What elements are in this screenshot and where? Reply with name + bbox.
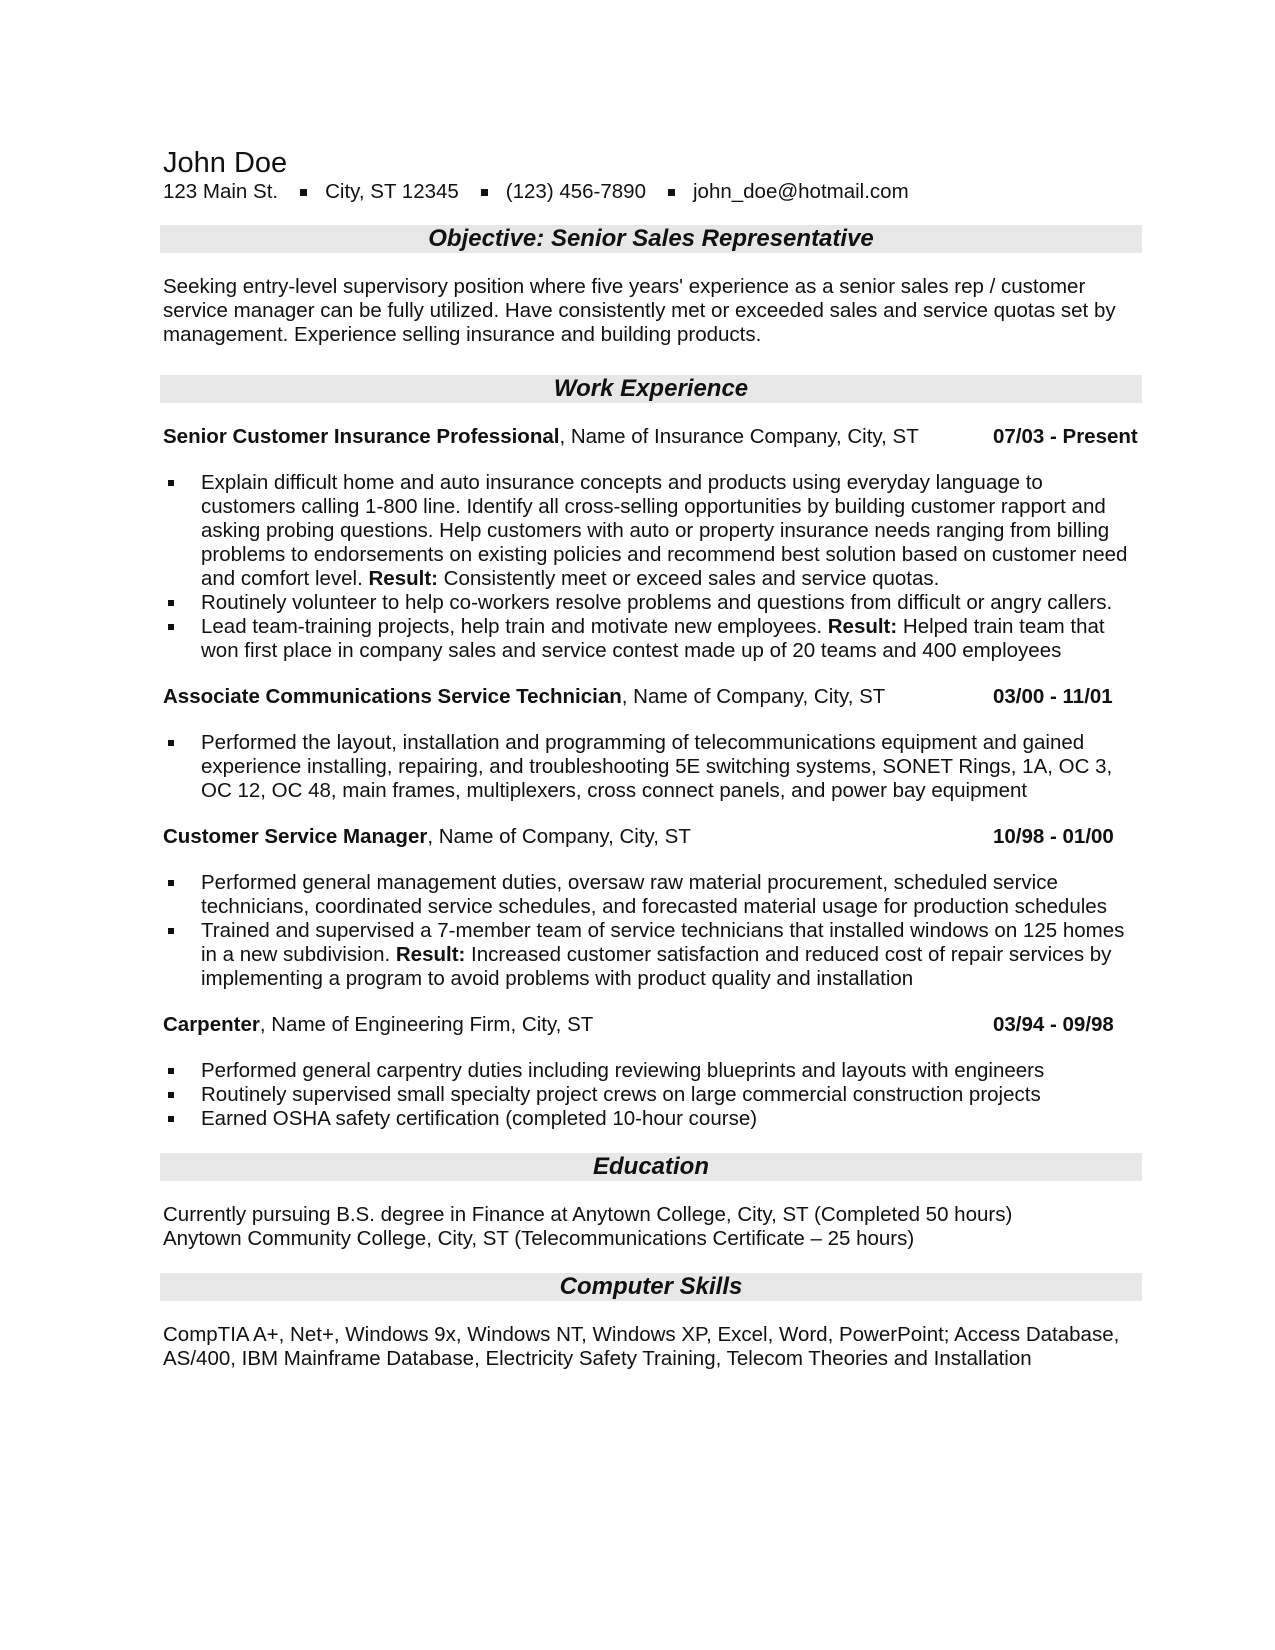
job-org: , Name of Company, City, ST xyxy=(621,685,886,708)
job-entry xyxy=(163,685,1143,803)
separator-bullet xyxy=(481,189,488,196)
list-item: Performed general management duties, oversaw raw material procurement, scheduled service technicians, coordinated service schedules, and forecasted material usage for production schedules xyxy=(163,871,1143,919)
education-line: Currently pursuing B.S. degree in Finance at Anytown College, City, ST (Completed 50 hours) xyxy=(163,1203,1013,1226)
separator-bullet xyxy=(668,189,675,196)
job-date: 10/98 - 01/00 xyxy=(993,825,1114,848)
email: john_doe@hotmail.com xyxy=(692,180,909,203)
job-title-line xyxy=(163,1013,593,1037)
job-date: 03/00 - 11/01 xyxy=(993,685,1113,708)
list-item: Performed general carpentry duties including reviewing blueprints and layouts with engineers xyxy=(163,1059,1143,1083)
job-title-line xyxy=(163,825,691,849)
separator-bullet xyxy=(300,189,307,196)
objective-heading: Objective: Senior Sales Representative xyxy=(160,225,1142,253)
job-org: , Name of Company, City, ST xyxy=(427,825,691,848)
job-title: Senior Customer Insurance Professional xyxy=(163,425,560,448)
education-line: Anytown Community College, City, ST (Telecommunications Certificate – 25 hours) xyxy=(163,1227,915,1250)
computer-skills-text: CompTIA A+, Net+, Windows 9x, Windows NT, Windows XP, Excel, Word, PowerPoint; Access Database, AS/400, IBM Mainframe Database, Electricity Safety Training, Telecom Theories and Installation xyxy=(163,1323,1120,1370)
job-bullets xyxy=(163,1059,1143,1131)
education-list xyxy=(163,1203,1143,1251)
job-title-line xyxy=(163,425,919,449)
list-item: Performed the layout, installation and programming of telecommunications equipment and gained experience installing, repairing, and troubleshooting 5E switching systems, SONET Rings, 1A, OC 3, OC 12, OC 48, main frames, multiplexers, cross connect panels, and power bay equipment xyxy=(163,731,1143,803)
job-header xyxy=(163,1013,1143,1037)
address: 123 Main St. xyxy=(163,180,279,203)
job-title: Associate Communications Service Technician xyxy=(163,685,622,708)
list-item: Earned OSHA safety certification (completed 10-hour course) xyxy=(163,1107,1143,1131)
list-item: Trained and supervised a 7-member team of service technicians that installed windows on 125 homes in a new subdivision. Result: Increased customer satisfaction and reduced cost of repair services by implementing a program to avoid problems with product quality and installation xyxy=(163,919,1143,991)
computer-skills-heading: Computer Skills xyxy=(160,1273,1142,1301)
city-state-zip: City, ST 12345 xyxy=(325,180,459,203)
job-title: Carpenter xyxy=(163,1013,260,1036)
education-heading: Education xyxy=(160,1153,1142,1181)
job-bullets xyxy=(163,871,1143,991)
job-date: 07/03 - Present xyxy=(993,425,1138,448)
phone: (123) 456-7890 xyxy=(505,180,646,203)
work-experience-heading: Work Experience xyxy=(160,375,1142,403)
job-org: , Name of Engineering Firm, City, ST xyxy=(259,1013,594,1036)
job-header xyxy=(163,825,1143,849)
job-bullets xyxy=(163,471,1143,663)
job-date: 03/94 - 09/98 xyxy=(993,1013,1114,1036)
list-item: Explain difficult home and auto insurance concepts and products using everyday language to customers calling 1-800 line. Identify all cross-selling opportunities by building customer rapport and asking probing questions. Help customers with auto or property insurance needs ranging from billing problems to endorsements on existing policies and recommend best solution based on customer need and comfort level. Result: Consistently meet or exceed sales and service quotas. xyxy=(163,471,1143,591)
job-title-line xyxy=(163,685,885,709)
job-org: , Name of Insurance Company, City, ST xyxy=(559,425,919,448)
job-entry xyxy=(163,1013,1143,1131)
job-header xyxy=(163,685,1143,709)
resume-page xyxy=(163,146,1143,1371)
list-item: Lead team-training projects, help train and motivate new employees. Result: Helped train team that won first place in company sales and service contest made up of 20 teams and 400 employees xyxy=(163,615,1143,663)
objective-text: Seeking entry-level supervisory position where five years' experience as a senior sales rep / customer service manager can be fully utilized. Have consistently met or exceeded sales and service quotas set by management. Experience selling insurance and building products. xyxy=(163,275,1116,346)
job-header xyxy=(163,425,1143,449)
list-item: Routinely volunteer to help co-workers resolve problems and questions from difficult or angry callers. xyxy=(163,591,1143,615)
list-item: Routinely supervised small specialty project crews on large commercial construction projects xyxy=(163,1083,1143,1107)
job-bullets xyxy=(163,731,1143,803)
job-entry xyxy=(163,825,1143,991)
job-entry xyxy=(163,425,1143,663)
contact-line xyxy=(163,180,1143,204)
candidate-name: John Doe xyxy=(163,147,288,179)
job-title: Customer Service Manager xyxy=(163,825,428,848)
